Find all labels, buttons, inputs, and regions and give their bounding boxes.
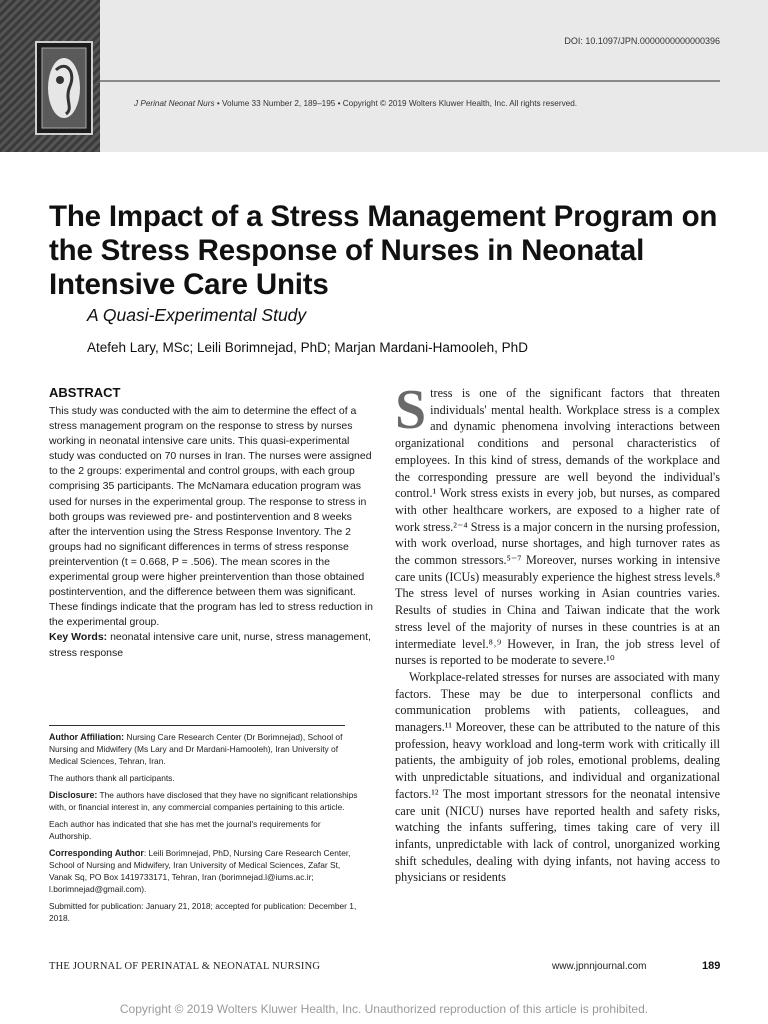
article-authors: Atefeh Lary, MSc; Leili Borimnejad, PhD; Marjan Mardani-Hamooleh, PhD: [87, 340, 528, 355]
doi-text: DOI: 10.1097/JPN.0000000000000396: [564, 36, 720, 46]
body-paragraph-1-text: tress is one of the significant factors that threaten individuals' mental health. Workplace stress is a complex and dynamic phenomena involving interactions between organizational conditions and personal characteristics of employees. In this kind of stress, demands of the workplace and the corresponding pressure are well beyond the individual's control.¹ Work stress exists in every job, but nurses, as compared with other healthcare workers, are exposed to a higher rate of work stress.²⁻⁴ Stress is a major concern in the nursing profession, with work overload, nurse shortages, and high turnover rates as the common stressors.⁵⁻⁷ Moreover, nurses working in intensive care units (ICUs) measurably experience the highest stress levels.⁸ The stress level of nurses working in Asian countries varies. Results of studies in China and Taiwan indicate that the work stress level of the majority of nurses in these countries is at an intermediate level.⁸˒⁹ However, in Iran, the job stress level of nurses is reported to be moderate to severe.¹⁰: [395, 386, 720, 668]
keywords-label: Key Words:: [49, 631, 108, 644]
copyright-notice: Copyright © 2019 Wolters Kluwer Health, Inc. Unauthorized reproduction of this article is prohibited.: [119, 1002, 649, 1016]
journal-header: [0, 0, 768, 152]
body-text-column: [395, 379, 720, 886]
drop-cap: S: [395, 379, 427, 441]
body-paragraph-2: Workplace-related stresses for nurses are associated with many factors. These may be due to interpersonal conflicts and communication problems with patients, colleagues, and managers.¹¹ Moreover, these can be attributed to the nature of this profession, heavy workload and long-term work with critically ill patients, the ambiguity of job roles, emotional problems, dealing with unpredictable situations, and individual and organizational factors.¹² The most important stressors for the neonatal intensive care unit (NICU) nurses have reported health and safety risks, watching the infants suffering, times taking care of very ill infants, unpredictable with lack of control, unorganized working shift schedules, dealing with dying infants, not having access to physicians or residents: [395, 669, 720, 885]
citation-line: [134, 99, 577, 108]
page-number: 189: [702, 960, 721, 972]
footer-url[interactable]: www.jpnnjournal.com: [552, 961, 647, 972]
disclosure-text: The authors have disclosed that they have no significant relationships with, or financial interest in, any commercial companies pertaining to this article.: [49, 790, 358, 812]
submission-dates: Submitted for publication: January 21, 2018; accepted for publication: December 1, 2018.: [49, 901, 357, 923]
abstract-heading: ABSTRACT: [49, 385, 121, 400]
article-title: The Impact of a Stress Management Program on the Stress Response of Nurses in Neonatal Intensive Care Units: [49, 200, 718, 301]
footer-journal-name: THE JOURNAL OF PERINATAL & NEONATAL NURSING: [49, 961, 321, 972]
header-divider: [100, 80, 720, 82]
disclosure-label: Disclosure:: [49, 790, 98, 800]
keywords: [49, 630, 375, 660]
journal-logo-icon: [0, 0, 100, 152]
corresponding-text: : Leili Borimnejad, PhD, Nursing Care Research Center, School of Nursing and Midwifery, Iran University of Medical Sciences, Zafar St, Vanak Sq, PO Box 1419733171, Tehran, Iran (borimnejad.l@iums.ac.ir; l.borimnejad@gmail.com).: [49, 848, 351, 894]
keywords-list: neonatal intensive care unit, nurse, stress management, stress response: [49, 631, 371, 659]
affiliation-text: Nursing Care Research Center (Dr Borimnejad), School of Nursing and Midwifery (Ms Lary and Dr Mardani-Hamooleh), Iran University of Medical Sciences, Tehran, Iran.: [49, 732, 343, 766]
authorship-statement: Each author has indicated that she has met the journal's requirements for Authorship.: [49, 819, 321, 841]
citation-details: • Volume 33 Number 2, 189–195 • Copyright © 2019 Wolters Kluwer Health, Inc. All rights reserved.: [214, 99, 578, 108]
article-subtitle: A Quasi-Experimental Study: [87, 305, 307, 325]
corresponding-label: Corresponding Author: [49, 848, 144, 858]
journal-abbrev: J Perinat Neonat Nurs: [134, 99, 215, 108]
affiliation-label: Author Affiliation:: [49, 732, 125, 742]
affiliation-section: [49, 731, 364, 929]
corresponding-author: [49, 847, 364, 895]
acknowledgment: The authors thank all participants.: [49, 773, 175, 783]
abstract-text: This study was conducted with the aim to determine the effect of a stress management program on the response to stress by nurses working in neonatal intensive care units. This quasi-experimental study was conducted on 70 nurses in Iran. The nurses were assigned to the 2 groups: experimental and control groups, with each group comprising 35 participants. The McNamara education program was used for nurses in the experimental group. The response to stress in both groups was reviewed pre- and postintervention and 8 weeks after the intervention using the Stress Response Inventory. The 2 groups had no significant differences in terms of stress response preintervention (t = 0.668, P = .506). The mean scores in the experimental group were higher preintervention than those obtained postintervention, and the difference between them was significant. These findings indicate that the program has led to stress reduction in the experimental group.: [49, 405, 373, 629]
author-affiliation: [49, 731, 364, 767]
affiliation-divider: [49, 725, 345, 726]
disclosure: [49, 789, 364, 813]
abstract-section: [49, 385, 375, 661]
body-paragraph-1: [395, 379, 720, 669]
